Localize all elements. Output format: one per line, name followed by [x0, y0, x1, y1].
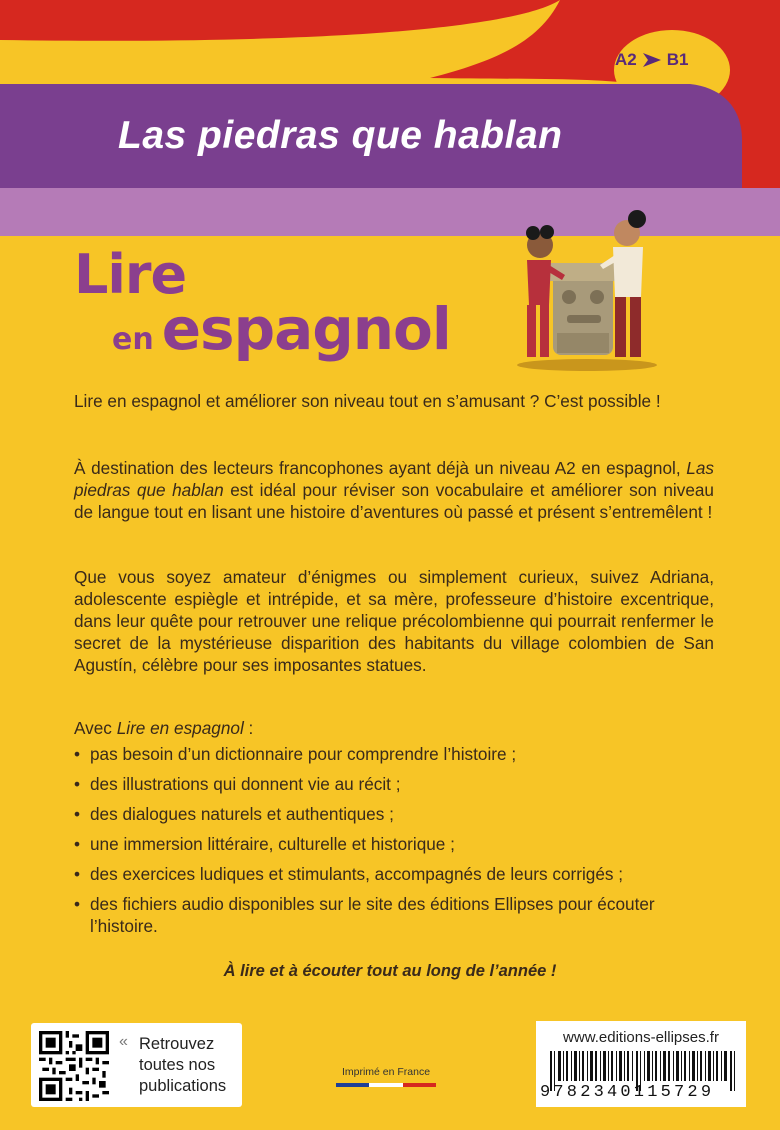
publisher-url[interactable]: www.editions-ellipses.fr	[563, 1029, 719, 1046]
list-item: • des illustrations qui donnent vie au récit ;	[74, 773, 724, 795]
arrow-right-icon	[643, 53, 661, 67]
story-paragraph: Que vous soyez amateur d’énigmes ou simplement curieux, suivez Adriana, adolescente espiègle et intrépide, et sa mère, professeure d’histoire excentrique, dans leur quête pour retrouver une relique précolombienne qui pourrait renfermer le secret de la mystérieuse disparition des habitants du village colombien de San Agustín, célèbre pour ses imposantes statues.	[74, 567, 714, 675]
tagline: À lire et à écouter tout au long de l’année !	[223, 962, 557, 980]
qr-caption: Retrouvez toutes nos publications	[139, 1035, 227, 1095]
barcode-panel	[536, 1021, 746, 1107]
features-list	[74, 743, 724, 945]
qr-code-icon[interactable]	[39, 1031, 109, 1101]
qr-panel	[31, 1023, 242, 1107]
list-item: • des dialogues naturels et authentiques ;	[74, 803, 724, 825]
book-title-inline: Las piedras que hablan	[74, 458, 714, 500]
series-logo	[74, 243, 451, 363]
series-line-2-small: en	[112, 322, 154, 357]
series-line-1: Lire	[74, 243, 187, 306]
double-chevron-left-icon: «	[119, 1033, 128, 1050]
book-title: Las piedras que hablan	[118, 114, 563, 157]
title-strip	[0, 84, 740, 188]
series-line-2-big: espagnol	[161, 295, 451, 363]
list-item: • des fichiers audio disponibles sur le site des éditions Ellipses pour écouter l’histoire.	[74, 893, 724, 937]
printed-in-label: Imprimé en France	[341, 1066, 431, 1078]
list-item: • pas besoin d’un dictionnaire pour comprendre l’histoire ;	[74, 743, 724, 765]
audience-paragraph: À destination des lecteurs francophones ayant déjà un niveau A2 en espagnol, Las piedras que hablan est idéal pour réviser son vocabulaire et améliorer son niveau de langue tout en lisant une histoire d’aventures où passé et présent s’entremêlent !	[74, 458, 714, 522]
level-badge	[615, 40, 733, 80]
french-flag-icon	[336, 1083, 436, 1087]
features-heading: Avec Lire en espagnol :	[74, 718, 254, 738]
list-item: • des exercices ludiques et stimulants, accompagnés de leurs corrigés ;	[74, 863, 724, 885]
list-item: • une immersion littéraire, culturelle et historique ;	[74, 833, 724, 855]
intro-paragraph: Lire en espagnol et améliorer son niveau tout en s’amusant ? C’est possible !	[74, 391, 661, 411]
characters-statue-illustration	[505, 205, 670, 373]
level-from: A2	[615, 50, 637, 69]
level-to: B1	[666, 50, 689, 69]
isbn-number: 9782340115729	[540, 1083, 715, 1102]
